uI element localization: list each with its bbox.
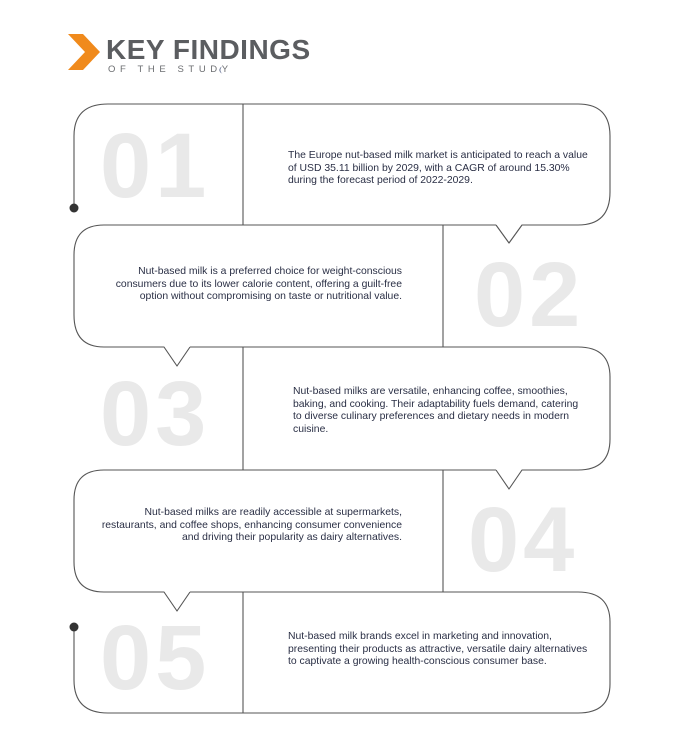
finding-text-04: Nut-based milks are readily accessible at supermarkets, restaurants, and coffee shops, enhancing consumer convenience and driving their popularity as dairy alternatives. — [101, 507, 402, 544]
connector-dot — [70, 623, 79, 632]
finding-number-03: 03 — [100, 363, 211, 465]
finding-number-05: 05 — [100, 607, 211, 709]
finding-text-01: The Europe nut-based milk market is anticipated to reach a value of USD 35.11 billion by 2029, with a CAGR of around 15.30% during the forecast period of 2022-2029. — [288, 150, 588, 187]
page-title: KEY FINDINGS — [106, 34, 311, 65]
finding-text-05: Nut-based milk brands excel in marketing and innovation, presenting their products as attractive, versatile dairy alternatives to captivate a growing health-conscious consumer base. — [288, 631, 588, 668]
finding-number-01: 01 — [100, 115, 211, 217]
connector-dot — [70, 204, 79, 213]
finding-number-02: 02 — [474, 244, 585, 346]
finding-number-04: 04 — [468, 489, 579, 591]
finding-text-03: Nut-based milks are versatile, enhancing coffee, smoothies, baking, and cooking. Their adaptability fuels demand, catering to diverse culinary preferences and dietary needs in modern cuisine. — [293, 386, 579, 435]
finding-text-02: Nut-based milk is a preferred choice for weight-conscious consumers due to its lower calorie content, offering a guilt-free option without compromising on taste or nutritional value. — [115, 266, 402, 303]
page-subtitle: OF THE STUDY — [108, 64, 233, 75]
